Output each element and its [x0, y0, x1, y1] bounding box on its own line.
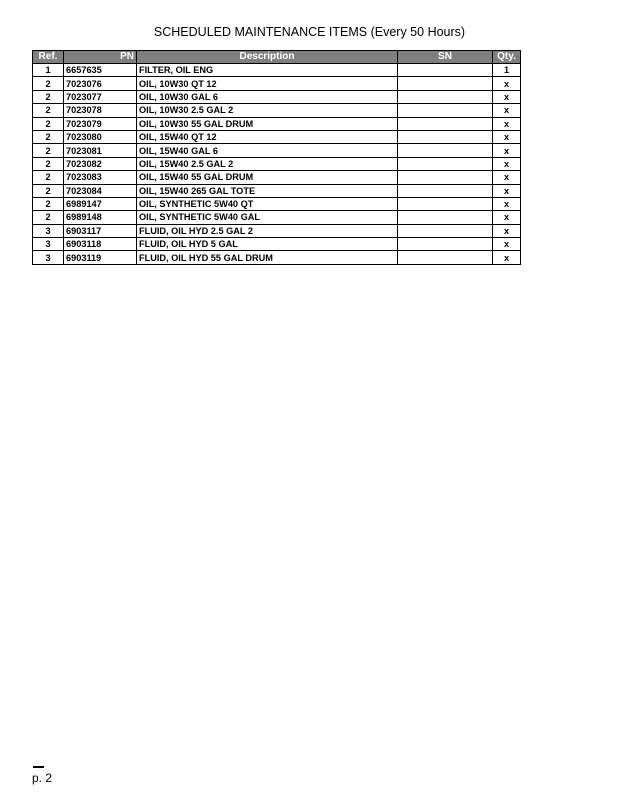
cell-description: OIL, SYNTHETIC 5W40 GAL: [137, 211, 398, 224]
cell-description: OIL, 10W30 55 GAL DRUM: [137, 117, 398, 130]
cell-description: OIL, 15W40 QT 12: [137, 130, 398, 143]
table-row: [33, 90, 521, 103]
cell-sn: [398, 211, 493, 224]
page-number: p. 2: [32, 771, 53, 785]
cell-sn: [398, 157, 493, 170]
cell-sn: [398, 64, 493, 77]
page-title: SCHEDULED MAINTENANCE ITEMS (Every 50 Hours): [153, 25, 466, 39]
cell-description: FLUID, OIL HYD 5 GAL: [137, 238, 398, 251]
column-header-pn: PN: [64, 51, 137, 64]
cell-pn: 7023081: [64, 144, 137, 157]
table-row: [33, 77, 521, 90]
cell-sn: [398, 90, 493, 103]
table-row: [33, 104, 521, 117]
cell-pn: 7023084: [64, 184, 137, 197]
column-header-description: Description: [137, 51, 398, 64]
cell-pn: 7023077: [64, 90, 137, 103]
cell-description: OIL, 15W40 55 GAL DRUM: [137, 171, 398, 184]
cell-sn: [398, 251, 493, 264]
table-row: [33, 224, 521, 237]
cell-pn: 6903119: [64, 251, 137, 264]
table-row: [33, 130, 521, 143]
cell-ref: 2: [33, 77, 64, 90]
column-header-ref: Ref.: [33, 51, 64, 64]
cell-qty: x: [493, 171, 521, 184]
table-row: [33, 211, 521, 224]
cell-qty: x: [493, 211, 521, 224]
table-header-row: [33, 51, 521, 64]
cell-ref: 3: [33, 251, 64, 264]
cell-qty: x: [493, 144, 521, 157]
table-row: [33, 157, 521, 170]
cell-qty: x: [493, 184, 521, 197]
cell-pn: 7023082: [64, 157, 137, 170]
cell-qty: x: [493, 77, 521, 90]
table-row: [33, 64, 521, 77]
cell-sn: [398, 197, 493, 210]
cell-sn: [398, 130, 493, 143]
cell-description: OIL, 10W30 QT 12: [137, 77, 398, 90]
cell-qty: 1: [493, 64, 521, 77]
cell-description: OIL, SYNTHETIC 5W40 QT: [137, 197, 398, 210]
cell-sn: [398, 171, 493, 184]
cell-pn: 6903117: [64, 224, 137, 237]
table-row: [33, 117, 521, 130]
cell-ref: 2: [33, 90, 64, 103]
cell-pn: 7023083: [64, 171, 137, 184]
cell-description: OIL, 10W30 2.5 GAL 2: [137, 104, 398, 117]
table-body: [33, 64, 521, 265]
cell-qty: x: [493, 130, 521, 143]
cell-description: FLUID, OIL HYD 55 GAL DRUM: [137, 251, 398, 264]
column-header-sn: SN: [398, 51, 493, 64]
cell-description: OIL, 15W40 265 GAL TOTE: [137, 184, 398, 197]
cell-ref: 2: [33, 211, 64, 224]
cell-ref: 2: [33, 104, 64, 117]
table-row: [33, 238, 521, 251]
cell-ref: 2: [33, 184, 64, 197]
cell-ref: 2: [33, 171, 64, 184]
cell-sn: [398, 184, 493, 197]
cell-pn: 6657635: [64, 64, 137, 77]
cell-pn: 6903118: [64, 238, 137, 251]
cell-description: FLUID, OIL HYD 2.5 GAL 2: [137, 224, 398, 237]
column-header-qty: Qty.: [493, 51, 521, 64]
cell-sn: [398, 117, 493, 130]
cell-sn: [398, 144, 493, 157]
table-row: [33, 197, 521, 210]
cell-sn: [398, 238, 493, 251]
cell-ref: 2: [33, 130, 64, 143]
cell-qty: x: [493, 104, 521, 117]
cell-qty: x: [493, 224, 521, 237]
cell-qty: x: [493, 117, 521, 130]
cell-ref: 2: [33, 144, 64, 157]
cell-sn: [398, 224, 493, 237]
cell-description: FILTER, OIL ENG: [137, 64, 398, 77]
footer-rule: [33, 766, 44, 768]
maintenance-parts-table: [32, 50, 521, 265]
cell-pn: 6989147: [64, 197, 137, 210]
cell-pn: 7023076: [64, 77, 137, 90]
cell-ref: 2: [33, 197, 64, 210]
cell-description: OIL, 15W40 GAL 6: [137, 144, 398, 157]
table-row: [33, 251, 521, 264]
cell-sn: [398, 104, 493, 117]
cell-qty: x: [493, 251, 521, 264]
table-row: [33, 171, 521, 184]
cell-description: OIL, 15W40 2.5 GAL 2: [137, 157, 398, 170]
table-row: [33, 144, 521, 157]
cell-sn: [398, 77, 493, 90]
cell-ref: 3: [33, 224, 64, 237]
cell-qty: x: [493, 157, 521, 170]
cell-pn: 7023080: [64, 130, 137, 143]
cell-pn: 7023079: [64, 117, 137, 130]
cell-ref: 1: [33, 64, 64, 77]
cell-ref: 2: [33, 157, 64, 170]
cell-ref: 3: [33, 238, 64, 251]
cell-pn: 7023078: [64, 104, 137, 117]
cell-description: OIL, 10W30 GAL 6: [137, 90, 398, 103]
cell-qty: x: [493, 197, 521, 210]
cell-pn: 6989148: [64, 211, 137, 224]
cell-qty: x: [493, 238, 521, 251]
cell-ref: 2: [33, 117, 64, 130]
table-row: [33, 184, 521, 197]
cell-qty: x: [493, 90, 521, 103]
